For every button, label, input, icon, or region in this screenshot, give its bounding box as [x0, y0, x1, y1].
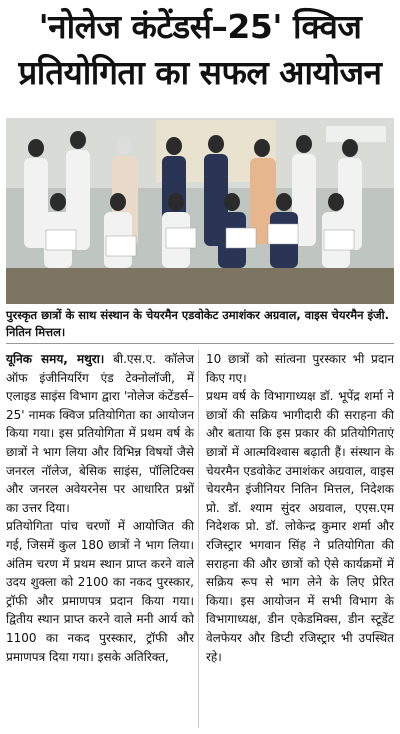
- group-photo: [6, 118, 394, 304]
- group-photo-illustration: [6, 118, 394, 304]
- paragraph: प्रतियोगिता पांच चरणों में आयोजित की गई, जिसमें कुल 180 छात्रों ने भाग लिया। अंतिम चरण में प्रथम स्थान प्राप्त करने वाले उदय शुक्ला को 2100 का नकद पुरस्कार, ट्रॉफी और प्रमाणपत्र प्रदान किया गया। द्वितीय स्थान प्राप्त करने वाले मनी आर्य को 1100 का नकद पुरस्कार, ट्रॉफी और प्रमाणपत्र दिया गया। इसके अतिरिक्त,: [6, 519, 194, 664]
- dateline: यूनिक समय, मथुरा।: [6, 352, 105, 366]
- paragraph: [6, 350, 194, 517]
- paragraph-text: बी.एस.ए. कॉलेज ऑफ इंजीनियरिंग एंड टेक्नोलॉजी, में एलाइड साइंस विभाग द्वारा 'नोलेज कंटेंडर्स–25' नामक क्विज प्रतियोगिता का आयोजन किया गया। इस प्रतियोगिता में प्रथम वर्ष के छात्रों ने भाग लिया और विभिन्न विषयों जैसे जनरल नॉलेज, बेसिक साइंस, पॉलिटिक्स और जनरल अवेयरनेस पर आधारित प्रश्नों का उत्तर दिया।: [6, 352, 194, 515]
- paragraph: प्रथम वर्ष के विभागाध्यक्ष डॉ. भूपेंद्र शर्मा ने छात्रों की सक्रिय भागीदारी की सराहना की और बताया कि इस प्रकार की प्रतियोगिताएं छात्रों में आत्मविश्वास बढ़ाती हैं। संस्थान के चेयरमैन एडवोकेट उमाशंकर अग्रवाल, वाइस चेयरमैन इंजीनियर नितिन मित्तल, निदेशक प्रो. डॉ. श्याम सुंदर अग्रवाल, एएस.एम निदेशक प्रो. डॉ. लोकेन्द्र कुमार शर्मा और रजिस्ट्रार भगवान सिंह ने प्रतियोगिता की सराहना की और छात्रों को ऐसे कार्यक्रमों में सक्रिय रूप से भाग लेने के लिए प्रेरित किया। इस आयोजन में सभी विभाग के विभागाध्यक्ष, डीन एकेडमिक्स, डीन स्टूडेंट वेलफेयर और डिप्टी रजिस्ट्रार भी उपस्थित रहे।: [206, 389, 394, 664]
- paragraph: 10 छात्रों को सांत्वना पुरस्कार भी प्रदान किए गए।: [206, 352, 394, 385]
- headline: [6, 4, 394, 96]
- article-column-left: [6, 350, 194, 666]
- column-separator: [198, 350, 199, 728]
- article-column-right: [206, 350, 394, 666]
- headline-line-2: प्रतियोगिता का सफल आयोजन: [18, 53, 382, 92]
- photo-caption: पुरस्कृत छात्रों के साथ संस्थान के चेयरमैन एडवोकेट उमाशंकर अग्रवाल, वाइस चेयरमैन इंजी. नितिन मित्तल।: [6, 308, 390, 339]
- divider: [6, 343, 394, 344]
- headline-line-1: 'नोलेज कंटेंडर्स–25' क्विज: [38, 7, 362, 46]
